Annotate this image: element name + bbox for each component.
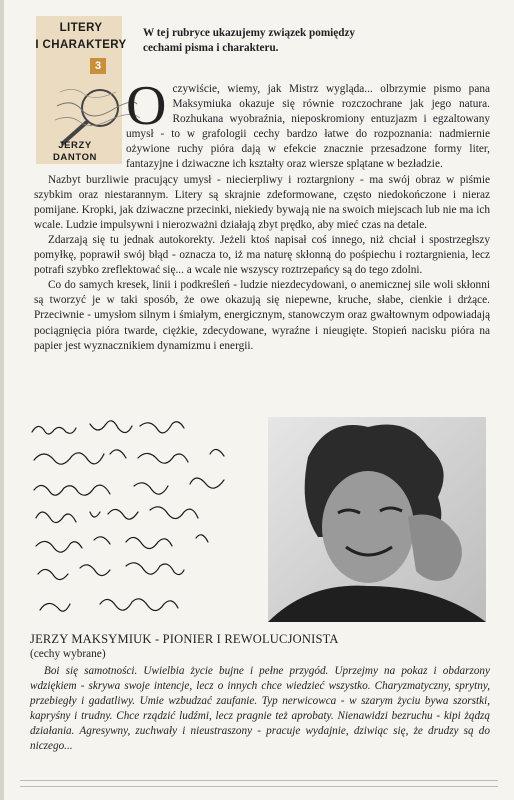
- rubric-number-badge: 3: [90, 58, 106, 74]
- rubric-title: [34, 20, 128, 54]
- dropcap-letter: O: [126, 75, 167, 137]
- article-paragraph-2: Nazbyt burzliwie pracujący umysł - niecierpliwy i roztargniony - ma swój obraz w piśmie szybkim oraz niestarannym. Litery są skrajnie zdeformowane, często niedokończone i nieraz pomijane. Kropki, jak dziwaczne przecinki, niekiedy bywają nie na swoich miejscach lub nie ma ich wcale. Ludzie impulsywni i nierozważni działają zbyt prędko, aby mieć czas na detale.: [34, 173, 490, 231]
- page-spine-edge: [0, 0, 4, 800]
- portrait-section-subtitle: (cechy wybrane): [30, 648, 106, 660]
- bottom-rule-1: [20, 780, 498, 781]
- portrait-illustration: [268, 417, 486, 622]
- intro-text: W tej rubryce ukazujemy związek pomiędzy cechami pisma i charakteru.: [143, 27, 356, 54]
- article-paragraph-1-text: czywiście, wiemy, jak Mistrz wygląda... olbrzymie pismo pana Maksymiuka okazuje się równie rozczochrane jak jego natura. Rozhukana wyobraźnia, nieposkromiony entuzjazm i egzaltowany umysł - to w grafologii cechy bardzo łatwe do rozpoznania: nadmiernie ożywione ruchy pióra dają w efekcie znacznie przesadzone formy liter, fantazyjne i dziwaczne ich kształty oraz wiersze splątane w bezładzie.: [126, 83, 490, 171]
- article-paragraph-1: [34, 75, 490, 173]
- article-body: [34, 75, 490, 354]
- portrait-section-title: JERZY MAKSYMIUK - PIONIER I REWOLUCJONISTA: [30, 632, 339, 646]
- article-paragraph-4: Co do samych kresek, linii i podkreśleń - ludzie niezdecydowani, o anemicznej sile woli skłonni są tworzyć je w taki sposób, że owe okazują się niepewne, kruche, słabe, cienkie i drżące. Przeciwnie - umysłom silnym i śmiałym, energicznym, stanowczym oraz gwałtownym odpowiadają pociągnięcia pióra twarde, ciężkie, zdecydowane, wyraźne i nieugięte. Stopień nacisku pióra na papier jest wyznacznikiem dynamizmu i energii.: [34, 279, 490, 352]
- portrait-photo: [268, 417, 486, 622]
- rubric-title-line2: I CHARAKTERY: [35, 39, 127, 51]
- rubric-author-line1: JERZY: [58, 140, 92, 151]
- article-paragraph-3: Zdarzają się tu jednak autokorekty. Jeżeli ktoś napisał coś innego, niż chciał i spostrzegłszy pomyłkę, poprawił swój błąd - oznacza to, iż ma naturę skłonną do pośpiechu i roztargnienia, lecz potrafi szybko zreflektować się... a wcale nie wszyscy roztrzepańcy są do tego zdolni.: [34, 233, 490, 277]
- rubric-author-line2: DANTON: [52, 152, 98, 163]
- bottom-rule-2: [20, 786, 498, 787]
- portrait-section-text: Boi się samotności. Uwielbia życie bujne i pełne przygód. Uprzejmy na pokaz i obdarzony wdziękiem - skrywa swoje intencje, lecz o innych chce wiedzieć wszystko. Charyzmatyczny, sprytny, przebiegły i gadatliwy. Umie wzbudzać zaufanie. Typ nerwicowca - w szarym życiu bywa szorstki, kapryśny i trudny. Chce rządzić ludźmi, lecz pragnie też aprobaty. Nienawidzi bezruchu - kipi żądzą działania. Agresywny, zuchwały i nieustraszony - pracuje wydajnie, dziwiąc się, że drudzy są do niczego...: [30, 665, 490, 752]
- rubric-title-line1: LITERY: [59, 22, 103, 34]
- handwriting-sample: [30, 414, 256, 624]
